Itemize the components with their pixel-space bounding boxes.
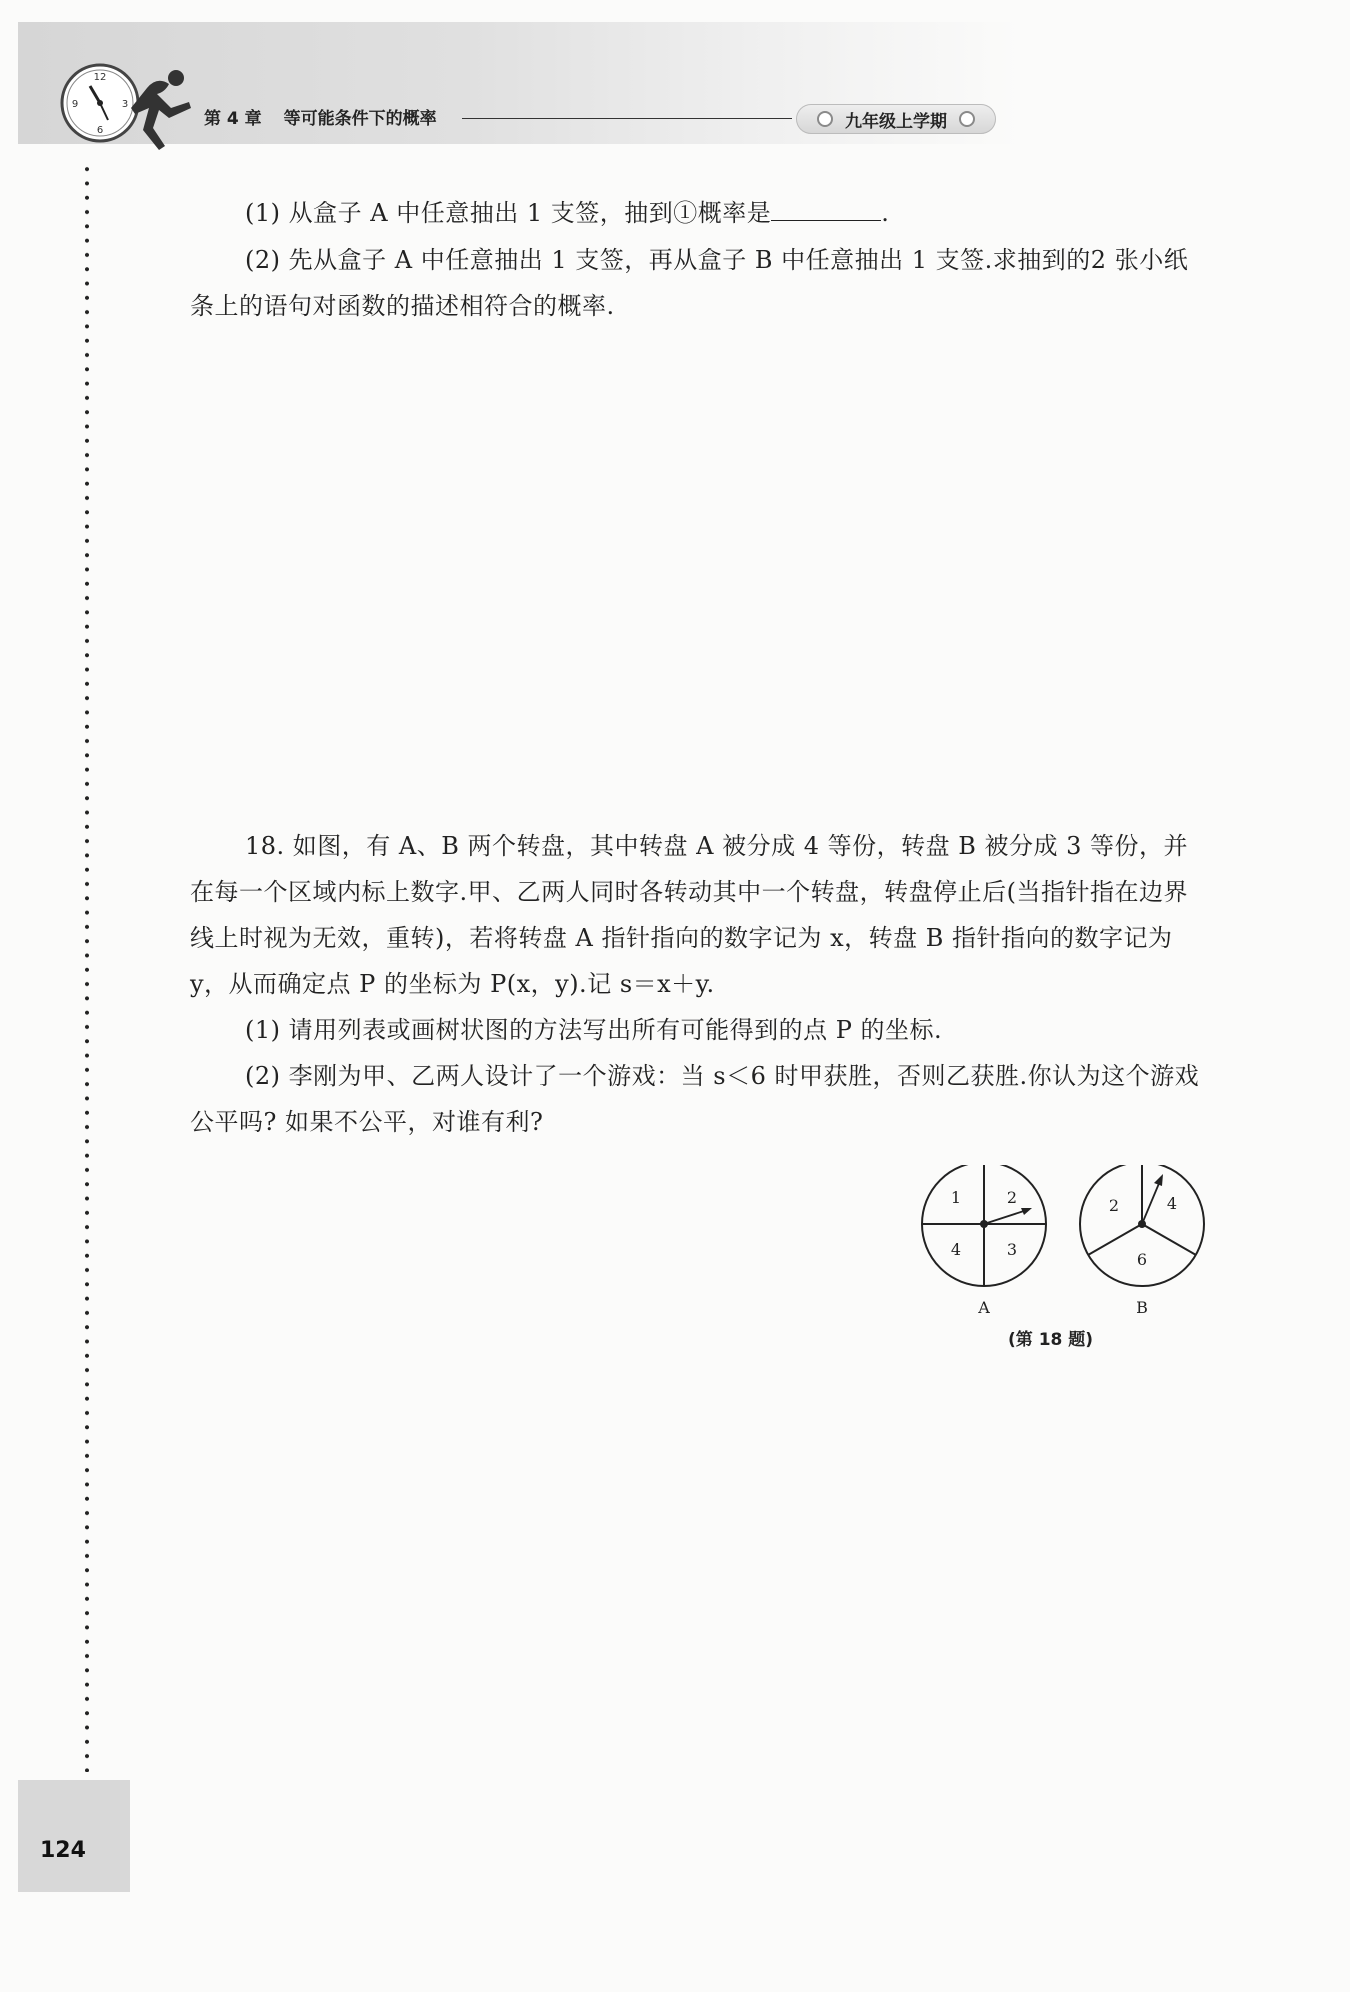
spinner-a-number: 1 xyxy=(950,1188,962,1207)
spinner-b-number: 2 xyxy=(1108,1196,1120,1215)
grade-badge xyxy=(796,104,996,134)
grade-label: 九年级上学期 xyxy=(845,111,947,132)
q18-part2: (2) 李刚为甲、乙两人设计了一个游戏：当 s＜6 时甲获胜，否则乙获胜.你认为这个游戏公平吗? 如果不公平，对谁有利? xyxy=(190,1062,1200,1136)
q17-part1-text: (1) 从盒子 A 中任意抽出 1 支签，抽到①概率是 xyxy=(245,199,772,227)
spinner-b-number: 4 xyxy=(1166,1194,1178,1213)
q17-part1 xyxy=(190,190,1202,236)
figure-caption: (第 18 题) xyxy=(1008,1330,1094,1350)
spinner-a-label: A xyxy=(978,1298,990,1315)
clock-number: 6 xyxy=(96,125,104,136)
spinner-a xyxy=(922,1165,1046,1315)
clock-number: 3 xyxy=(121,99,129,110)
spinners-figure xyxy=(920,1165,1220,1315)
q18-stem: 18. 如图，有 A、B 两个转盘，其中转盘 A 被分成 4 等份，转盘 B 被分成 3 等份，并在每一个区域内标上数字.甲、乙两人同时各转动其中一个转盘，转盘停止后(当指针指在边界线上时视为无效，重转)，若将转盘 A 指针指向的数字记为 x，转盘 B 指针指向的数字记为 y，从而确定点 P 的坐标为 P(x，y).记 s＝x＋y. xyxy=(190,832,1189,998)
header-rule xyxy=(462,118,792,119)
circle-bullet-icon xyxy=(959,111,975,127)
dotted-binding-line xyxy=(84,162,90,1772)
spinner-a-number: 3 xyxy=(1006,1240,1018,1259)
clock-runner-logo xyxy=(52,58,202,158)
q18-part1: (1) 请用列表或画树状图的方法写出所有可能得到的点 P 的坐标. xyxy=(245,1016,943,1044)
circle-bullet-icon xyxy=(817,111,833,127)
clock-number: 9 xyxy=(71,99,79,110)
chapter-heading xyxy=(204,104,437,129)
chapter-number: 第 4 章 xyxy=(204,109,262,129)
spinner-a-number: 2 xyxy=(1006,1188,1018,1207)
spinner-b-number: 6 xyxy=(1136,1250,1148,1269)
spinner-b-label: B xyxy=(1136,1298,1148,1315)
clock-number: 12 xyxy=(93,72,107,83)
spinner-b xyxy=(1080,1165,1204,1315)
page-number-box xyxy=(18,1780,130,1892)
q17-part2: (2) 先从盒子 A 中任意抽出 1 支签，再从盒子 B 中任意抽出 1 支签.求抽到的2 张小纸条上的语句对函数的描述相符合的概率. xyxy=(190,246,1189,320)
chapter-title: 等可能条件下的概率 xyxy=(283,109,437,129)
page-number: 124 xyxy=(40,1838,86,1863)
spinner-a-number: 4 xyxy=(950,1240,962,1259)
answer-blank xyxy=(771,198,881,221)
q17-part1-end: . xyxy=(881,199,890,227)
